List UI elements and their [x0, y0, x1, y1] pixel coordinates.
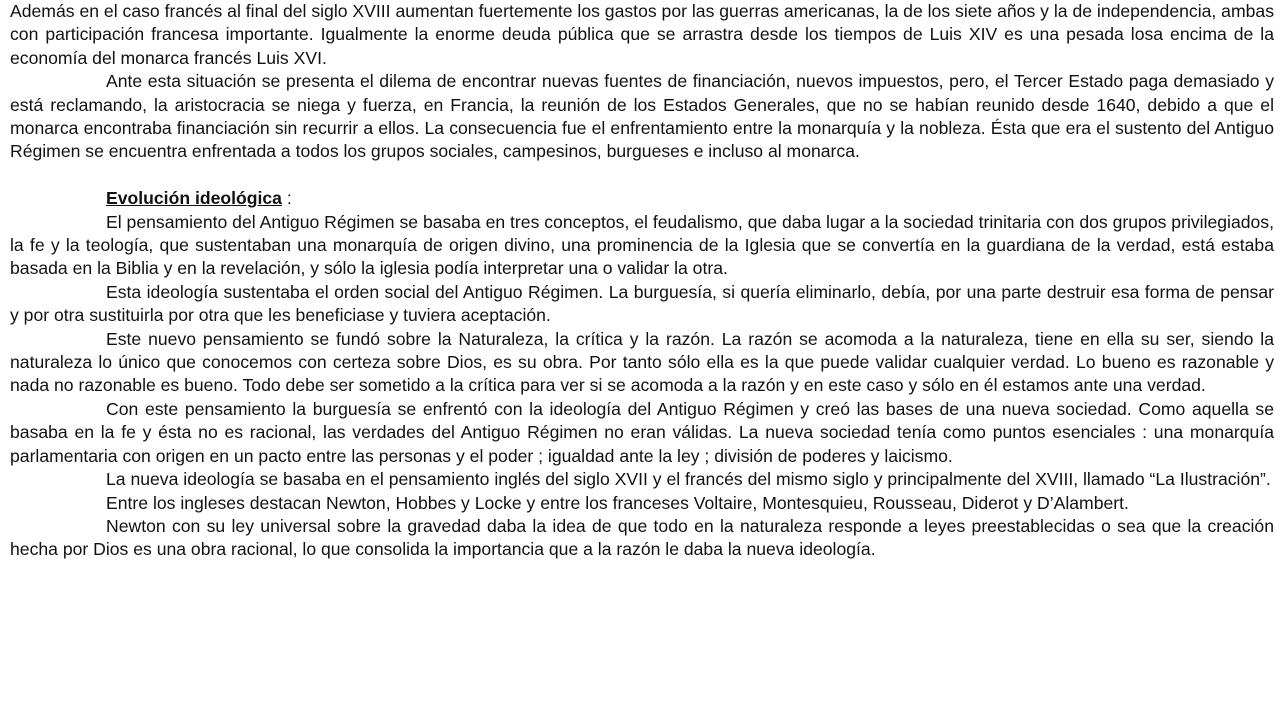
paragraph-new-thought: Este nuevo pensamiento se fundó sobre la Naturaleza, la crítica y la razón. La razón se acomoda a la naturaleza, tiene en ella su ser, siendo la naturaleza lo único que conocemos con certeza sobre Dios, es su obra. Por tanto sólo ella es la que puede validar cualquier verdad. Lo bueno es razonable y nada no razonable es bueno. Todo debe ser sometido a la crítica para ver si se acomoda a la razón y en este caso y sólo en él estamos ante una verdad. [10, 328, 1274, 396]
section-heading [10, 187, 1274, 210]
blank-line [10, 164, 1274, 187]
paragraph-thinkers: Entre los ingleses destacan Newton, Hobbes y Locke y entre los franceses Voltaire, Montesquieu, Rousseau, Diderot y D’Alambert. [106, 492, 1129, 513]
paragraph-newton: Newton con su ley universal sobre la gravedad daba la idea de que todo en la naturaleza responde a leyes preestablecidas o sea que la creación hecha por Dios es una obra racional, lo que consolida la importancia que a la razón le daba la nueva ideología. [10, 515, 1274, 560]
paragraph-french-war-costs: Además en el caso francés al final del siglo XVIII aumentan fuertemente los gastos por las guerras americanas, la de los siete años y la de independencia, ambas con participación francesa importante. Igualmente la enorme deuda pública que se arrastra desde los tiempos de Luis XIV es una pesada losa encima de la economía del monarca francés Luis XVI. [10, 1, 1274, 68]
paragraph-ideology-social-order: Esta ideología sustentaba el orden social del Antiguo Régimen. La burguesía, si quería eliminarlo, debía, por una parte destruir esa forma de pensar y por otra sustituirla por otra que les beneficiase y tuviera aceptación. [10, 281, 1274, 326]
paragraph-old-regime-thought: El pensamiento del Antiguo Régimen se basaba en tres conceptos, el feudalismo, que daba lugar a la sociedad trinitaria con dos grupos privilegiados, la fe y la teología, que sustentaban una monarquía de origen divino, una prominencia de la Iglesia que se convertía en la guardiana de la verdad, está estaba basada en la Biblia y en la revelación, y sólo la iglesia podía interpretar una o validar la otra. [10, 211, 1274, 279]
paragraph-english-french-thought: La nueva ideología se basaba en el pensamiento inglés del siglo XVII y el francés del mismo siglo y principalmente del XVIII, llamado “La Ilustración”. [106, 469, 1271, 490]
paragraph-financing-dilemma: Ante esta situación se presenta el dilema de encontrar nuevas fuentes de financiación, nuevos impuestos, pero, el Tercer Estado paga demasiado y está reclamando, la aristocracia se niega y fuerza, en Francia, la reunión de los Estados Generales, que no se habían reunido desde 1640, debido a que el monarca encontraba financiación sin recurrir a ellos. La consecuencia fue el enfrentamiento entre la monarquía y la nobleza. Ésta que era el sustento del Antiguo Régimen se encuentra enfrentada a todos los grupos sociales, campesinos, burgueses e incluso al monarca. [10, 71, 1274, 162]
section-heading-text: Evolución ideológica [106, 188, 282, 209]
document-page [10, 0, 1274, 562]
section-heading-colon: : [281, 188, 292, 209]
paragraph-bourgeoisie-confrontation: Con este pensamiento la burguesía se enfrentó con la ideología del Antiguo Régimen y creó las bases de una nueva sociedad. Como aquella se basaba en la fe y ésta no es racional, las verdades del Antiguo Régimen no eran válidas. La nueva sociedad tenía como puntos esenciales : una monarquía parlamentaria con origen en un pacto entre las personas y el poder ; igualdad ante la ley ; división de poderes y laicismo. [10, 398, 1274, 466]
